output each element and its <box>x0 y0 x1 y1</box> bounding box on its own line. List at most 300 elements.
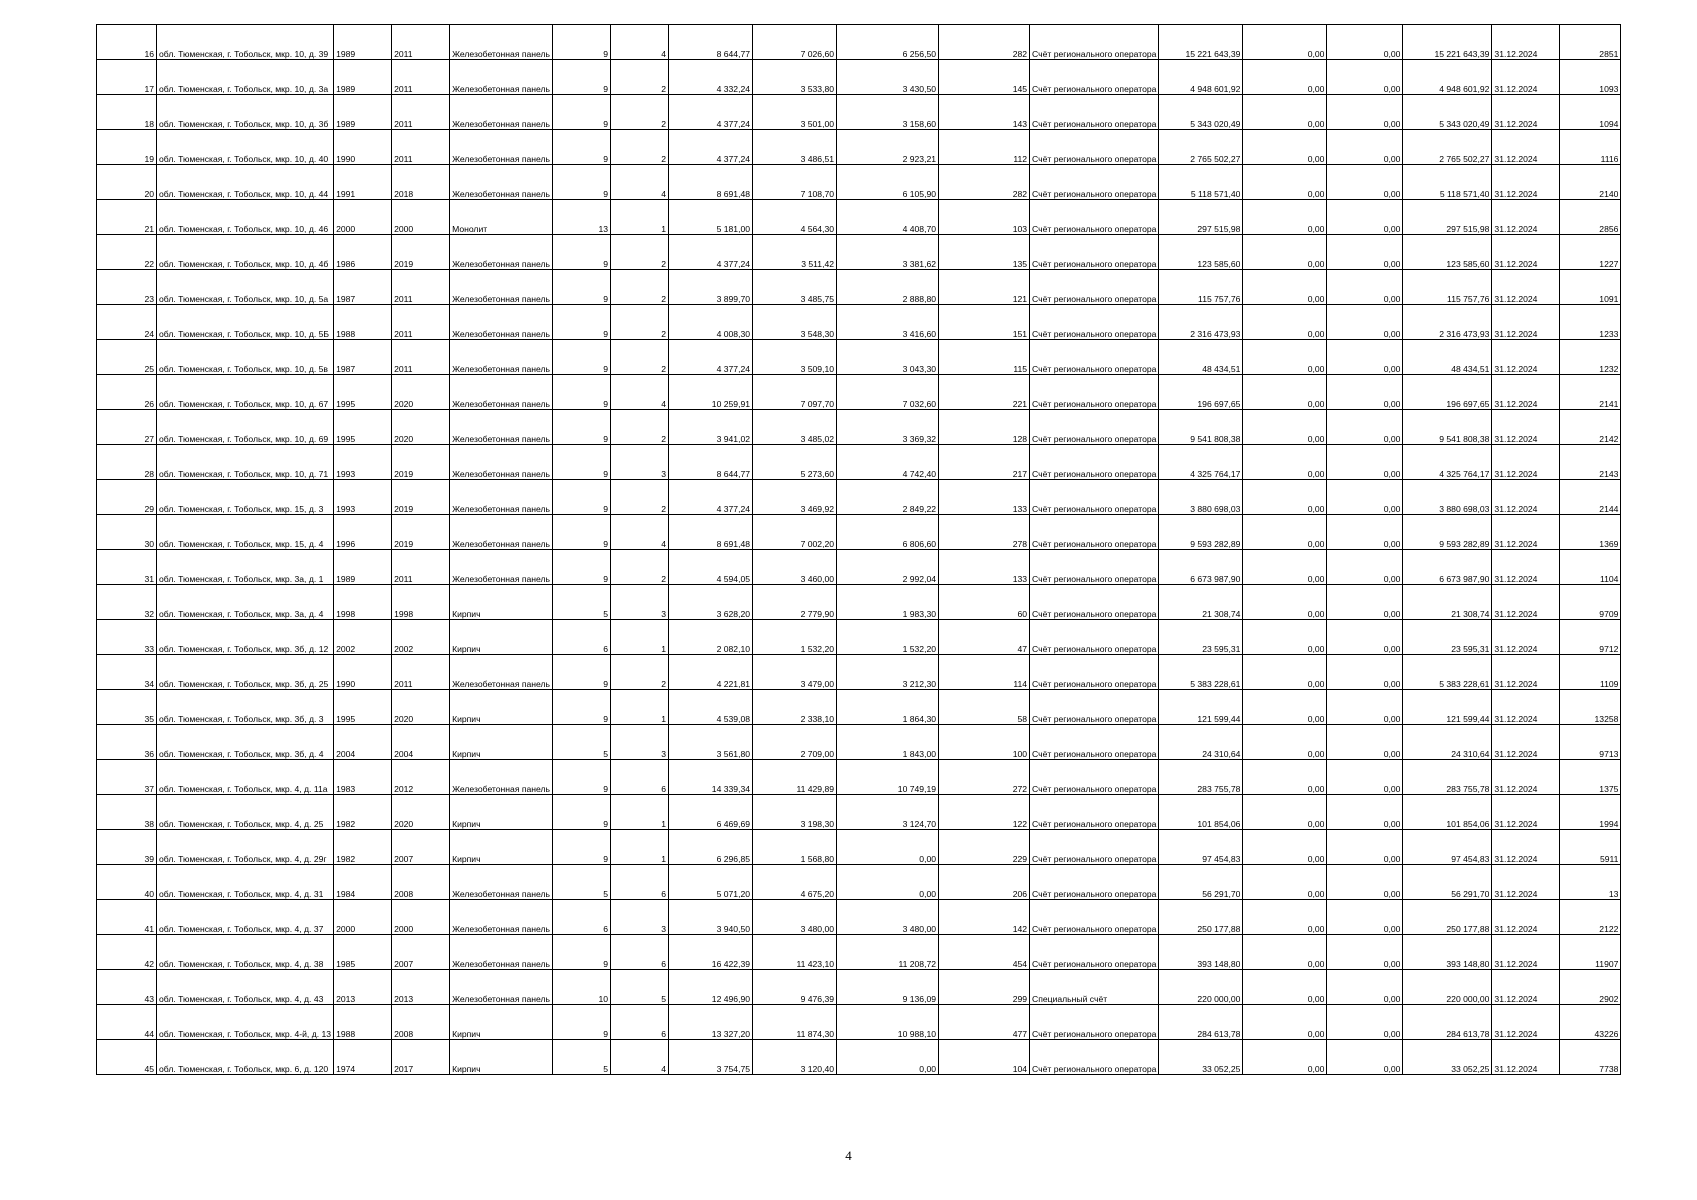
table-row <box>97 690 1621 725</box>
cell-completion-date: 31.12.2024 <box>1492 305 1560 340</box>
cell-row-number: 16 <box>97 25 157 60</box>
cell-cost-budget: 0,00 <box>1327 760 1403 795</box>
cell-area-residential: 3 416,60 <box>837 305 939 340</box>
cell-cost-total: 283 755,78 <box>1159 760 1243 795</box>
cell-fund-method: Счёт регионального оператора <box>1030 865 1159 900</box>
cell-address: обл. Тюменская, г. Тобольск, мкр. 4, д. 29г <box>157 830 334 865</box>
cell-wall-material: Железобетонная панель <box>450 165 553 200</box>
cell-cost-budget: 0,00 <box>1327 1005 1403 1040</box>
cell-area-residential: 6 105,90 <box>837 165 939 200</box>
cell-year-built: 1983 <box>334 760 392 795</box>
cell-fund-method: Счёт регионального оператора <box>1030 25 1159 60</box>
cell-cost-fund: 0,00 <box>1243 655 1327 690</box>
cell-area-premises: 3 548,30 <box>753 305 837 340</box>
cell-completion-date: 31.12.2024 <box>1492 515 1560 550</box>
cell-entrances: 6 <box>611 760 669 795</box>
cell-address: обл. Тюменская, г. Тобольск, мкр. 4, д. 38 <box>157 935 334 970</box>
cell-cost-fund: 0,00 <box>1243 550 1327 585</box>
cell-year-built: 1986 <box>334 235 392 270</box>
table-row <box>97 970 1621 1005</box>
cell-row-number: 25 <box>97 340 157 375</box>
cell-row-number: 20 <box>97 165 157 200</box>
cell-row-number: 35 <box>97 690 157 725</box>
cell-address: обл. Тюменская, г. Тобольск, мкр. 15, д. 3 <box>157 480 334 515</box>
cell-address: обл. Тюменская, г. Тобольск, мкр. 4, д. 31 <box>157 865 334 900</box>
cell-address: обл. Тюменская, г. Тобольск, мкр. 4, д. 25 <box>157 795 334 830</box>
cell-house-code: 5911 <box>1560 830 1621 865</box>
cell-cost-owners: 2 765 502,27 <box>1403 130 1492 165</box>
cell-entrances: 6 <box>611 1005 669 1040</box>
cell-completion-date: 31.12.2024 <box>1492 725 1560 760</box>
cell-entrances: 2 <box>611 130 669 165</box>
cell-year-built: 1984 <box>334 865 392 900</box>
cell-house-code: 1233 <box>1560 305 1621 340</box>
cell-total-area: 12 496,90 <box>669 970 753 1005</box>
cell-cost-total: 123 585,60 <box>1159 235 1243 270</box>
cell-house-code: 11907 <box>1560 935 1621 970</box>
cell-total-area: 8 644,77 <box>669 25 753 60</box>
cell-cost-fund: 0,00 <box>1243 305 1327 340</box>
cell-completion-date: 31.12.2024 <box>1492 655 1560 690</box>
cell-floors: 9 <box>553 550 611 585</box>
cell-cost-total: 196 697,65 <box>1159 375 1243 410</box>
cell-total-area: 3 754,75 <box>669 1040 753 1075</box>
cell-total-area: 3 899,70 <box>669 270 753 305</box>
cell-cost-budget: 0,00 <box>1327 550 1403 585</box>
cell-floors: 5 <box>553 585 611 620</box>
cell-cost-total: 48 434,51 <box>1159 340 1243 375</box>
cell-completion-date: 31.12.2024 <box>1492 340 1560 375</box>
cell-row-number: 28 <box>97 445 157 480</box>
cell-address: обл. Тюменская, г. Тобольск, мкр. 10, д. 69 <box>157 410 334 445</box>
cell-entrances: 4 <box>611 165 669 200</box>
cell-area-residential: 2 888,80 <box>837 270 939 305</box>
cell-house-code: 2851 <box>1560 25 1621 60</box>
cell-area-premises: 11 429,89 <box>753 760 837 795</box>
cell-area-residential: 3 124,70 <box>837 795 939 830</box>
cell-cost-owners: 9 541 808,38 <box>1403 410 1492 445</box>
cell-completion-date: 31.12.2024 <box>1492 620 1560 655</box>
cell-row-number: 24 <box>97 305 157 340</box>
cell-area-residential: 6 256,50 <box>837 25 939 60</box>
cell-area-premises: 5 273,60 <box>753 445 837 480</box>
cell-cost-budget: 0,00 <box>1327 725 1403 760</box>
cell-wall-material: Железобетонная панель <box>450 445 553 480</box>
cell-total-area: 4 008,30 <box>669 305 753 340</box>
cell-cost-total: 393 148,80 <box>1159 935 1243 970</box>
cell-cost-owners: 121 599,44 <box>1403 690 1492 725</box>
cell-address: обл. Тюменская, г. Тобольск, мкр. 3б, д. 3 <box>157 690 334 725</box>
table-row <box>97 130 1621 165</box>
cell-cost-budget: 0,00 <box>1327 1040 1403 1075</box>
cell-area-residential: 6 806,60 <box>837 515 939 550</box>
cell-cost-budget: 0,00 <box>1327 60 1403 95</box>
cell-cost-owners: 123 585,60 <box>1403 235 1492 270</box>
cell-area-residential: 2 923,21 <box>837 130 939 165</box>
cell-year-commissioned: 2007 <box>392 830 450 865</box>
cell-cost-fund: 0,00 <box>1243 270 1327 305</box>
cell-total-area: 4 332,24 <box>669 60 753 95</box>
cell-row-number: 41 <box>97 900 157 935</box>
cell-completion-date: 31.12.2024 <box>1492 480 1560 515</box>
cell-completion-date: 31.12.2024 <box>1492 585 1560 620</box>
cell-completion-date: 31.12.2024 <box>1492 1005 1560 1040</box>
cell-year-commissioned: 1998 <box>392 585 450 620</box>
cell-year-built: 1988 <box>334 305 392 340</box>
cell-cost-budget: 0,00 <box>1327 515 1403 550</box>
cell-row-number: 18 <box>97 95 157 130</box>
cell-wall-material: Кирпич <box>450 1005 553 1040</box>
cell-row-number: 40 <box>97 865 157 900</box>
cell-cost-fund: 0,00 <box>1243 60 1327 95</box>
cell-floors: 9 <box>553 95 611 130</box>
cell-cost-owners: 4 325 764,17 <box>1403 445 1492 480</box>
cell-year-commissioned: 2012 <box>392 760 450 795</box>
cell-wall-material: Железобетонная панель <box>450 410 553 445</box>
cell-year-commissioned: 2011 <box>392 340 450 375</box>
cell-year-built: 1974 <box>334 1040 392 1075</box>
cell-fund-method: Счёт регионального оператора <box>1030 690 1159 725</box>
cell-completion-date: 31.12.2024 <box>1492 25 1560 60</box>
cell-floors: 9 <box>553 480 611 515</box>
cell-year-built: 1989 <box>334 550 392 585</box>
cell-year-built: 1990 <box>334 130 392 165</box>
cell-area-premises: 4 675,20 <box>753 865 837 900</box>
cell-area-premises: 1 532,20 <box>753 620 837 655</box>
cell-year-built: 1989 <box>334 60 392 95</box>
cell-area-residential: 4 742,40 <box>837 445 939 480</box>
cell-floors: 5 <box>553 865 611 900</box>
table-row <box>97 340 1621 375</box>
cell-residents: 122 <box>939 795 1030 830</box>
cell-cost-fund: 0,00 <box>1243 900 1327 935</box>
cell-cost-owners: 5 118 571,40 <box>1403 165 1492 200</box>
cell-area-residential: 2 992,04 <box>837 550 939 585</box>
cell-total-area: 3 628,20 <box>669 585 753 620</box>
cell-address: обл. Тюменская, г. Тобольск, мкр. 15, д. 4 <box>157 515 334 550</box>
cell-area-premises: 3 509,10 <box>753 340 837 375</box>
cell-cost-budget: 0,00 <box>1327 865 1403 900</box>
cell-wall-material: Кирпич <box>450 585 553 620</box>
cell-area-residential: 0,00 <box>837 830 939 865</box>
cell-cost-owners: 33 052,25 <box>1403 1040 1492 1075</box>
cell-address: обл. Тюменская, г. Тобольск, мкр. 4, д. 11а <box>157 760 334 795</box>
cell-cost-owners: 15 221 643,39 <box>1403 25 1492 60</box>
cell-cost-total: 115 757,76 <box>1159 270 1243 305</box>
cell-area-premises: 3 501,00 <box>753 95 837 130</box>
cell-cost-fund: 0,00 <box>1243 865 1327 900</box>
cell-year-commissioned: 2019 <box>392 480 450 515</box>
cell-year-built: 1996 <box>334 515 392 550</box>
cell-cost-fund: 0,00 <box>1243 935 1327 970</box>
cell-fund-method: Счёт регионального оператора <box>1030 1005 1159 1040</box>
cell-area-premises: 2 779,90 <box>753 585 837 620</box>
cell-house-code: 2856 <box>1560 200 1621 235</box>
cell-year-commissioned: 2008 <box>392 865 450 900</box>
cell-completion-date: 31.12.2024 <box>1492 690 1560 725</box>
cell-house-code: 1375 <box>1560 760 1621 795</box>
cell-area-residential: 1 843,00 <box>837 725 939 760</box>
cell-total-area: 6 296,85 <box>669 830 753 865</box>
cell-cost-total: 24 310,64 <box>1159 725 1243 760</box>
cell-house-code: 1093 <box>1560 60 1621 95</box>
cell-floors: 9 <box>553 60 611 95</box>
cell-area-premises: 3 479,00 <box>753 655 837 690</box>
cell-cost-total: 297 515,98 <box>1159 200 1243 235</box>
cell-entrances: 2 <box>611 270 669 305</box>
cell-address: обл. Тюменская, г. Тобольск, мкр. 10, д. 3б <box>157 95 334 130</box>
cell-house-code: 43226 <box>1560 1005 1621 1040</box>
cell-cost-budget: 0,00 <box>1327 655 1403 690</box>
cell-house-code: 2142 <box>1560 410 1621 445</box>
cell-floors: 9 <box>553 305 611 340</box>
cell-wall-material: Кирпич <box>450 620 553 655</box>
cell-year-built: 1995 <box>334 690 392 725</box>
housing-registry-table <box>96 24 1621 1075</box>
cell-area-premises: 7 002,20 <box>753 515 837 550</box>
cell-entrances: 2 <box>611 60 669 95</box>
cell-year-commissioned: 2020 <box>392 795 450 830</box>
cell-cost-budget: 0,00 <box>1327 690 1403 725</box>
cell-fund-method: Счёт регионального оператора <box>1030 235 1159 270</box>
cell-row-number: 42 <box>97 935 157 970</box>
cell-year-commissioned: 2013 <box>392 970 450 1005</box>
cell-floors: 9 <box>553 760 611 795</box>
cell-cost-fund: 0,00 <box>1243 340 1327 375</box>
cell-cost-budget: 0,00 <box>1327 200 1403 235</box>
cell-wall-material: Железобетонная панель <box>450 270 553 305</box>
cell-row-number: 21 <box>97 200 157 235</box>
cell-cost-fund: 0,00 <box>1243 165 1327 200</box>
cell-fund-method: Счёт регионального оператора <box>1030 760 1159 795</box>
cell-area-residential: 3 381,62 <box>837 235 939 270</box>
cell-entrances: 2 <box>611 305 669 340</box>
cell-row-number: 39 <box>97 830 157 865</box>
cell-area-residential: 10 749,19 <box>837 760 939 795</box>
cell-area-residential: 1 983,30 <box>837 585 939 620</box>
cell-fund-method: Счёт регионального оператора <box>1030 795 1159 830</box>
cell-year-commissioned: 2020 <box>392 410 450 445</box>
cell-area-premises: 3 460,00 <box>753 550 837 585</box>
cell-address: обл. Тюменская, г. Тобольск, мкр. 10, д. 44 <box>157 165 334 200</box>
cell-year-commissioned: 2020 <box>392 375 450 410</box>
cell-completion-date: 31.12.2024 <box>1492 830 1560 865</box>
cell-address: обл. Тюменская, г. Тобольск, мкр. 10, д. 71 <box>157 445 334 480</box>
cell-wall-material: Железобетонная панель <box>450 130 553 165</box>
cell-cost-owners: 97 454,83 <box>1403 830 1492 865</box>
cell-completion-date: 31.12.2024 <box>1492 60 1560 95</box>
cell-year-commissioned: 2011 <box>392 550 450 585</box>
cell-total-area: 4 377,24 <box>669 95 753 130</box>
cell-residents: 133 <box>939 480 1030 515</box>
cell-total-area: 8 691,48 <box>669 515 753 550</box>
cell-completion-date: 31.12.2024 <box>1492 445 1560 480</box>
cell-house-code: 1104 <box>1560 550 1621 585</box>
cell-floors: 9 <box>553 690 611 725</box>
cell-cost-total: 5 343 020,49 <box>1159 95 1243 130</box>
cell-address: обл. Тюменская, г. Тобольск, мкр. 4, д. 37 <box>157 900 334 935</box>
table-row <box>97 25 1621 60</box>
cell-floors: 9 <box>553 165 611 200</box>
cell-fund-method: Специальный счёт <box>1030 970 1159 1005</box>
cell-cost-fund: 0,00 <box>1243 445 1327 480</box>
cell-house-code: 2140 <box>1560 165 1621 200</box>
cell-cost-total: 3 880 698,03 <box>1159 480 1243 515</box>
cell-cost-fund: 0,00 <box>1243 1040 1327 1075</box>
cell-wall-material: Железобетонная панель <box>450 900 553 935</box>
cell-row-number: 27 <box>97 410 157 445</box>
cell-year-built: 2002 <box>334 620 392 655</box>
cell-year-built: 1989 <box>334 25 392 60</box>
cell-total-area: 3 941,02 <box>669 410 753 445</box>
cell-year-built: 1995 <box>334 375 392 410</box>
cell-year-built: 1982 <box>334 830 392 865</box>
cell-house-code: 2143 <box>1560 445 1621 480</box>
cell-residents: 142 <box>939 900 1030 935</box>
cell-wall-material: Монолит <box>450 200 553 235</box>
cell-floors: 6 <box>553 620 611 655</box>
cell-cost-budget: 0,00 <box>1327 165 1403 200</box>
cell-year-commissioned: 2017 <box>392 1040 450 1075</box>
cell-cost-fund: 0,00 <box>1243 480 1327 515</box>
cell-residents: 299 <box>939 970 1030 1005</box>
cell-completion-date: 31.12.2024 <box>1492 95 1560 130</box>
cell-wall-material: Кирпич <box>450 725 553 760</box>
cell-entrances: 2 <box>611 655 669 690</box>
cell-cost-owners: 56 291,70 <box>1403 865 1492 900</box>
table-row <box>97 760 1621 795</box>
cell-year-built: 1988 <box>334 1005 392 1040</box>
cell-completion-date: 31.12.2024 <box>1492 935 1560 970</box>
cell-cost-owners: 24 310,64 <box>1403 725 1492 760</box>
cell-cost-fund: 0,00 <box>1243 375 1327 410</box>
cell-cost-owners: 2 316 473,93 <box>1403 305 1492 340</box>
cell-year-commissioned: 2011 <box>392 655 450 690</box>
cell-entrances: 2 <box>611 95 669 130</box>
cell-house-code: 13 <box>1560 865 1621 900</box>
cell-wall-material: Железобетонная панель <box>450 480 553 515</box>
cell-cost-fund: 0,00 <box>1243 200 1327 235</box>
cell-cost-budget: 0,00 <box>1327 480 1403 515</box>
cell-cost-total: 5 383 228,61 <box>1159 655 1243 690</box>
cell-wall-material: Кирпич <box>450 830 553 865</box>
cell-area-residential: 0,00 <box>837 1040 939 1075</box>
cell-wall-material: Железобетонная панель <box>450 95 553 130</box>
table-row <box>97 725 1621 760</box>
cell-cost-owners: 283 755,78 <box>1403 760 1492 795</box>
cell-cost-fund: 0,00 <box>1243 725 1327 760</box>
cell-wall-material: Железобетонная панель <box>450 235 553 270</box>
cell-house-code: 1109 <box>1560 655 1621 690</box>
cell-residents: 282 <box>939 165 1030 200</box>
cell-cost-budget: 0,00 <box>1327 340 1403 375</box>
cell-house-code: 1094 <box>1560 95 1621 130</box>
cell-floors: 9 <box>553 935 611 970</box>
cell-cost-owners: 196 697,65 <box>1403 375 1492 410</box>
cell-cost-owners: 297 515,98 <box>1403 200 1492 235</box>
cell-fund-method: Счёт регионального оператора <box>1030 95 1159 130</box>
cell-residents: 135 <box>939 235 1030 270</box>
cell-residents: 115 <box>939 340 1030 375</box>
cell-fund-method: Счёт регионального оператора <box>1030 620 1159 655</box>
cell-floors: 10 <box>553 970 611 1005</box>
cell-house-code: 1369 <box>1560 515 1621 550</box>
cell-entrances: 1 <box>611 690 669 725</box>
cell-address: обл. Тюменская, г. Тобольск, мкр. 3б, д. 25 <box>157 655 334 690</box>
cell-residents: 60 <box>939 585 1030 620</box>
cell-cost-total: 9 593 282,89 <box>1159 515 1243 550</box>
cell-entrances: 6 <box>611 935 669 970</box>
cell-residents: 477 <box>939 1005 1030 1040</box>
cell-completion-date: 31.12.2024 <box>1492 900 1560 935</box>
cell-residents: 128 <box>939 410 1030 445</box>
cell-area-residential: 3 212,30 <box>837 655 939 690</box>
cell-residents: 114 <box>939 655 1030 690</box>
cell-house-code: 1091 <box>1560 270 1621 305</box>
cell-cost-budget: 0,00 <box>1327 445 1403 480</box>
cell-completion-date: 31.12.2024 <box>1492 200 1560 235</box>
cell-cost-total: 97 454,83 <box>1159 830 1243 865</box>
cell-cost-total: 4 948 601,92 <box>1159 60 1243 95</box>
cell-entrances: 4 <box>611 375 669 410</box>
cell-fund-method: Счёт регионального оператора <box>1030 375 1159 410</box>
cell-cost-budget: 0,00 <box>1327 830 1403 865</box>
cell-wall-material: Железобетонная панель <box>450 970 553 1005</box>
cell-wall-material: Кирпич <box>450 690 553 725</box>
cell-total-area: 5 181,00 <box>669 200 753 235</box>
cell-total-area: 3 561,80 <box>669 725 753 760</box>
cell-address: обл. Тюменская, г. Тобольск, мкр. 3б, д. 4 <box>157 725 334 760</box>
table-row <box>97 305 1621 340</box>
cell-house-code: 2144 <box>1560 480 1621 515</box>
cell-entrances: 3 <box>611 725 669 760</box>
cell-year-built: 1987 <box>334 340 392 375</box>
cell-row-number: 22 <box>97 235 157 270</box>
cell-year-built: 1985 <box>334 935 392 970</box>
cell-floors: 9 <box>553 235 611 270</box>
table-row <box>97 585 1621 620</box>
cell-entrances: 2 <box>611 340 669 375</box>
table-row <box>97 865 1621 900</box>
cell-cost-budget: 0,00 <box>1327 900 1403 935</box>
cell-wall-material: Железобетонная панель <box>450 865 553 900</box>
cell-residents: 143 <box>939 95 1030 130</box>
cell-area-premises: 3 533,80 <box>753 60 837 95</box>
cell-cost-total: 56 291,70 <box>1159 865 1243 900</box>
cell-cost-owners: 23 595,31 <box>1403 620 1492 655</box>
cell-wall-material: Железобетонная панель <box>450 375 553 410</box>
cell-residents: 112 <box>939 130 1030 165</box>
cell-residents: 103 <box>939 200 1030 235</box>
cell-completion-date: 31.12.2024 <box>1492 235 1560 270</box>
cell-cost-owners: 21 308,74 <box>1403 585 1492 620</box>
cell-address: обл. Тюменская, г. Тобольск, мкр. 10, д. 5Б <box>157 305 334 340</box>
cell-fund-method: Счёт регионального оператора <box>1030 270 1159 305</box>
cell-total-area: 2 082,10 <box>669 620 753 655</box>
page-number: 4 <box>845 1148 852 1163</box>
cell-floors: 9 <box>553 655 611 690</box>
table-row <box>97 95 1621 130</box>
cell-cost-fund: 0,00 <box>1243 760 1327 795</box>
cell-year-commissioned: 2007 <box>392 935 450 970</box>
cell-area-residential: 7 032,60 <box>837 375 939 410</box>
cell-total-area: 4 377,24 <box>669 235 753 270</box>
cell-house-code: 1116 <box>1560 130 1621 165</box>
cell-cost-total: 5 118 571,40 <box>1159 165 1243 200</box>
cell-house-code: 2141 <box>1560 375 1621 410</box>
cell-house-code: 13258 <box>1560 690 1621 725</box>
cell-entrances: 1 <box>611 620 669 655</box>
